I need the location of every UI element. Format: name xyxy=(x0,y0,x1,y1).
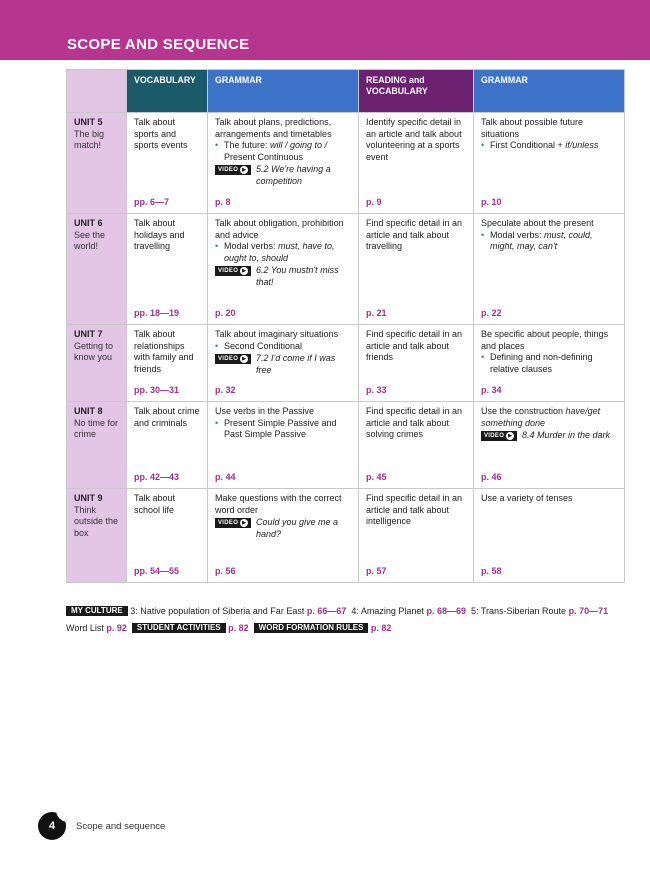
page-link[interactable]: p. 56 xyxy=(215,566,236,577)
reading-text: Find specific detail in an article and talk about intelligence xyxy=(366,493,463,527)
video-badge: VIDEO ▶ xyxy=(215,518,251,528)
page-link[interactable]: p. 10 xyxy=(481,197,502,208)
title-banner xyxy=(0,0,650,60)
page-link[interactable]: p. 21 xyxy=(366,308,387,319)
play-icon: ▶ xyxy=(242,520,247,527)
page-link[interactable]: p. 33 xyxy=(366,385,387,396)
page-link[interactable]: p. 22 xyxy=(481,308,502,319)
vocab-cell xyxy=(127,214,208,325)
vocab-text: Talk about sports and sports events xyxy=(134,117,188,151)
vocab-cell xyxy=(127,489,208,583)
page-link[interactable]: p. 66—67 xyxy=(306,606,347,616)
unit-subtitle: No time for crime xyxy=(74,417,119,440)
unit-cell xyxy=(67,325,127,402)
page-link[interactable]: p. 9 xyxy=(366,197,382,208)
header-grammar: GRAMMAR xyxy=(208,70,359,113)
unit-subtitle: See the world! xyxy=(74,229,106,252)
table-row xyxy=(67,214,625,325)
grammar2-cell xyxy=(474,489,625,583)
page-link[interactable]: p. 58 xyxy=(481,566,502,577)
page-link[interactable]: p. 82 xyxy=(370,623,392,633)
reading-text: Identify specific detail in an article and talk about volunteering at a sports event xyxy=(366,117,462,162)
grammar-text: Use verbs in the Passive xyxy=(215,406,315,416)
word-list-label: Word List xyxy=(66,623,104,633)
page-link[interactable]: pp. 18—19 xyxy=(134,308,180,319)
page-link[interactable]: p. 45 xyxy=(366,472,387,483)
page-link[interactable]: p. 57 xyxy=(366,566,387,577)
page-link[interactable]: p. 92 xyxy=(106,623,127,633)
student-activities-tag: STUDENT ACTIVITIES xyxy=(132,623,226,633)
unit-cell xyxy=(67,214,127,325)
vocab-cell xyxy=(127,402,208,489)
reading-cell xyxy=(359,402,474,489)
page-link[interactable]: pp. 30—31 xyxy=(134,385,180,396)
unit-name: UNIT 5 xyxy=(74,117,103,127)
grammar2-cell xyxy=(474,325,625,402)
page-link[interactable]: p. 20 xyxy=(215,308,236,319)
grammar-bullet: • Second Conditional xyxy=(215,341,351,353)
reading-cell xyxy=(359,214,474,325)
footer-label: Scope and sequence xyxy=(76,821,166,832)
unit-name: UNIT 7 xyxy=(74,329,103,339)
video-badge: VIDEO ▶ xyxy=(215,165,251,175)
unit-name: UNIT 8 xyxy=(74,406,103,416)
video-link[interactable]: VIDEO ▶ 6.2 You mustn't miss that! xyxy=(215,265,351,288)
page-link[interactable]: pp. 6—7 xyxy=(134,197,170,208)
grammar2-text: Talk about possible future situations xyxy=(481,117,584,139)
reading-cell xyxy=(359,489,474,583)
grammar-bullet: • Modal verbs: must, have to, ought to, should xyxy=(215,241,351,264)
grammar2-bullet: • First Conditional + if/unless xyxy=(481,140,617,152)
unit-cell xyxy=(67,402,127,489)
vocab-text: Talk about crime and criminals xyxy=(134,406,200,428)
table-row xyxy=(67,402,625,489)
grammar-cell xyxy=(208,402,359,489)
video-badge: VIDEO ▶ xyxy=(481,431,517,441)
page-link[interactable]: p. 70—71 xyxy=(568,606,609,616)
grammar-cell xyxy=(208,214,359,325)
page-link[interactable]: p. 32 xyxy=(215,385,236,396)
grammar2-bullet: • Modal verbs: must, could, might, may, can't xyxy=(481,230,617,253)
video-link[interactable]: VIDEO ▶ 8.4 Murder in the dark xyxy=(481,430,617,442)
vocab-text: Talk about holidays and travelling xyxy=(134,218,185,252)
word-formation-tag: WORD FORMATION RULES xyxy=(254,623,369,633)
reading-text: Find specific detail in an article and talk about travelling xyxy=(366,218,463,252)
page-link[interactable]: pp. 42—43 xyxy=(134,472,180,483)
grammar-cell xyxy=(208,113,359,214)
grammar2-cell xyxy=(474,402,625,489)
page-title: SCOPE AND SEQUENCE xyxy=(67,36,250,53)
grammar2-text: Be specific about people, things and places xyxy=(481,329,609,351)
my-culture-tag: MY CULTURE xyxy=(66,606,128,616)
extra-sections xyxy=(66,603,636,637)
grammar2-cell xyxy=(474,214,625,325)
unit-subtitle: Think outside the box xyxy=(74,504,119,538)
table-row xyxy=(67,113,625,214)
page-link[interactable]: p. 82 xyxy=(228,623,249,633)
reading-text: Find specific detail in an article and talk about solving crimes xyxy=(366,406,463,440)
grammar-bullet: • Present Simple Passive and Past Simple Passive xyxy=(215,418,351,441)
table-row xyxy=(67,325,625,402)
table-row xyxy=(67,489,625,583)
grammar2-bullet: • Defining and non-defining relative clauses xyxy=(481,352,617,375)
play-icon: ▶ xyxy=(242,167,247,174)
my-culture-line: MY CULTURE 3: Native population of Siberia and Far East p. 66—67 4: Amazing Planet p. 68—69 5: Trans-Siberian Route p. 70—71 xyxy=(66,603,636,620)
grammar2-text: Speculate about the present xyxy=(481,218,594,228)
grammar2-text: Use the construction have/get something done xyxy=(481,406,601,428)
page-link[interactable]: p. 46 xyxy=(481,472,502,483)
reading-text: Find specific detail in an article and talk about friends xyxy=(366,329,463,363)
reading-cell xyxy=(359,113,474,214)
unit-subtitle: Getting to know you xyxy=(74,340,114,363)
unit-name: UNIT 9 xyxy=(74,493,103,503)
vocab-text: Talk about relationships with family and friends xyxy=(134,329,194,374)
page-link[interactable]: p. 8 xyxy=(215,197,231,208)
grammar-text: Talk about imaginary situations xyxy=(215,329,339,339)
vocab-cell xyxy=(127,325,208,402)
video-link[interactable]: VIDEO ▶ 7.2 I'd come if I was free xyxy=(215,353,351,376)
scope-table xyxy=(66,69,625,583)
header-reading: READING and VOCABULARY xyxy=(359,70,474,113)
grammar-text: Make questions with the correct word order xyxy=(215,493,342,515)
grammar2-text: Use a variety of tenses xyxy=(481,493,573,503)
page-link[interactable]: p. 44 xyxy=(215,472,236,483)
play-icon: ▶ xyxy=(508,433,513,440)
grammar2-cell xyxy=(474,113,625,214)
header-grammar-2: GRAMMAR xyxy=(474,70,625,113)
grammar-cell xyxy=(208,489,359,583)
grammar-text: Talk about plans, predictions, arrangements and timetables xyxy=(215,117,332,139)
unit-cell xyxy=(67,113,127,214)
grammar-text: Talk about obligation, prohibition and advice xyxy=(215,218,344,240)
reference-line xyxy=(66,620,636,637)
header-vocabulary: VOCABULARY xyxy=(127,70,208,113)
header-blank xyxy=(67,70,127,113)
play-icon: ▶ xyxy=(242,268,247,275)
unit-name: UNIT 6 xyxy=(74,218,103,228)
unit-cell xyxy=(67,489,127,583)
page-number: 4 xyxy=(38,812,66,840)
grammar-cell xyxy=(208,325,359,402)
header-row xyxy=(67,70,625,113)
page-link[interactable]: p. 68—69 xyxy=(426,606,466,616)
play-icon: ▶ xyxy=(242,356,247,363)
vocab-cell xyxy=(127,113,208,214)
unit-subtitle: The big match! xyxy=(74,128,105,151)
video-badge: VIDEO ▶ xyxy=(215,354,251,364)
vocab-text: Talk about school life xyxy=(134,493,176,515)
page-link[interactable]: p. 34 xyxy=(481,385,502,396)
reading-cell xyxy=(359,325,474,402)
page-link[interactable]: pp. 54—55 xyxy=(134,566,180,577)
grammar-bullet: • The future: will / going to / Present Continuous xyxy=(215,140,351,163)
video-link[interactable]: VIDEO ▶ Could you give me a hand? xyxy=(215,517,351,540)
video-badge: VIDEO ▶ xyxy=(215,266,251,276)
video-link[interactable]: VIDEO ▶ 5.2 We're having a competition xyxy=(215,164,351,187)
